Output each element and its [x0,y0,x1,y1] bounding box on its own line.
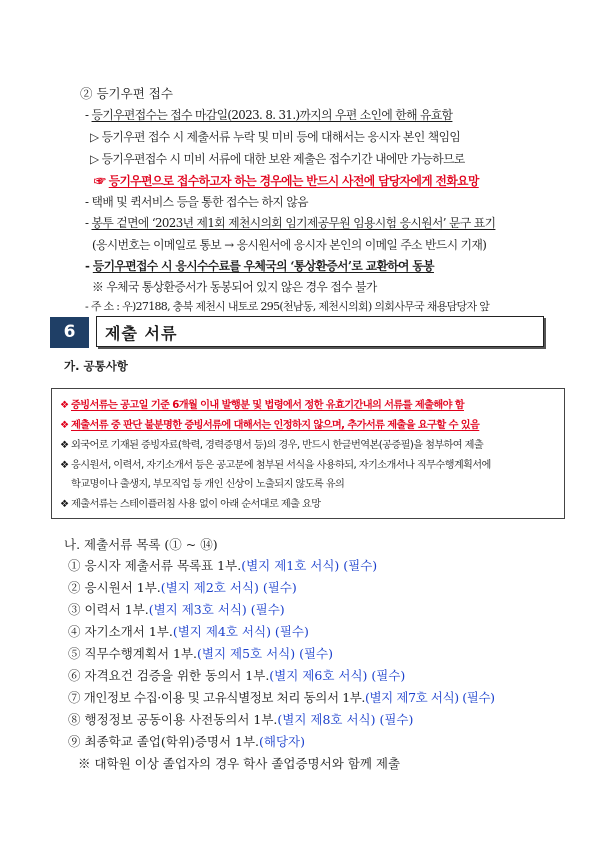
list-item-9: ⑨ 최종학교 졸업(학위)증명서 1부.(해당자) [68,734,306,749]
list-item-6: ⑥ 자격요건 검증을 위한 동의서 1부.(별지 제6호 서식) (필수) [68,668,406,683]
section-number-badge: 6 [50,317,89,348]
diamond-bullet-icon: ❖ [60,420,69,431]
common-heading: 가. 공통사항 [64,359,128,373]
section-title: 제출 서류 [105,324,178,343]
notice-item-3: ❖ 외국어로 기재된 증빙자료(학력, 경력증명서 등)의 경우, 반드시 한글번역본(공증필)을 첨부하여 제출 [60,440,484,451]
notice-item-5: ❖ 제출서류는 스테이플러침 사용 없이 아래 순서대로 제출 요망 [60,499,321,510]
diamond-bullet-icon: ❖ [60,400,69,411]
notice-item-2: ❖ 제출서류 중 판단 불분명한 증빙서류에 대해서는 인정하지 않으며, 추가서류 제출을 요구할 수 있음 [60,420,480,431]
mail-line-1: - 등기우편접수는 접수 마감일(2023. 8. 31.)까지의 우편 소인에 한해 유효함 [85,108,453,122]
list-item-1: ① 응시자 제출서류 목록표 1부.(별지 제1호 서식) (필수) [68,558,378,573]
list-item-7: ⑦ 개인정보 수집·이용 및 고유식별정보 처리 동의서 1부.(별지 제7호 서식) (필수) [68,690,495,705]
section-title-box [96,316,544,347]
notice-item-4: ❖ 응시원서, 이력서, 자기소개서 등은 공고문에 첨부된 서식을 사용하되, 자기소개서나 직무수행계획서에 [60,460,491,471]
diamond-bullet-icon: ❖ [60,499,69,510]
list-item-5: ⑤ 직무수행계획서 1부.(별지 제5호 서식) (필수) [68,646,333,661]
mail-line-10-address: - 주 소 : 우)27188, 충북 제천시 내토로 295(천남동, 제천시의회) 의회사무국 채용담당자 앞 [85,300,490,313]
mail-line-3: ▷ 등기우편접수 시 미비 서류에 대한 보완 제출은 접수기간 내에만 가능하므로 [90,152,465,166]
notice-box [51,388,565,519]
mail-line-5: - 택배 및 퀵서비스 등을 통한 접수는 하지 않음 [85,195,308,209]
notice-item-4-cont: 학교명이나 출생지, 부모직업 등 개인 신상이 노출되지 않도록 유의 [71,479,345,490]
mail-line-7: (응시번호는 이메일로 통보 → 응시원서에 응시자 본인의 이메일 주소 반드시 기재) [92,238,487,252]
list-footnote: ※ 대학원 이상 졸업자의 경우 학사 졸업증명서와 함께 제출 [78,756,401,771]
mail-line-2: ▷ 등기우편 접수 시 제출서류 누락 및 미비 등에 대해서는 응시자 본인 책임임 [90,130,461,144]
pointing-hand-icon: ☞ [94,174,106,188]
diamond-bullet-icon: ❖ [60,440,69,451]
list-item-3: ③ 이력서 1부.(별지 제3호 서식) (필수) [68,602,285,617]
list-item-8: ⑧ 행정정보 공동이용 사전동의서 1부.(별지 제8호 서식) (필수) [68,712,414,727]
list-item-2: ② 응시원서 1부.(별지 제2호 서식) (필수) [68,580,297,595]
mail-line-9: ※ 우체국 통상환증서가 동봉되어 있지 않은 경우 접수 불가 [92,280,377,294]
diamond-bullet-icon: ❖ [60,460,69,471]
mail-line-8: - 등기우편접수 시 응시수수료를 우체국의 ‘통상환증서’로 교환하여 동봉 [85,259,434,273]
mail-line-6: - 봉투 겉면에 ‘2023년 제1회 제천시의회 임기제공무원 임용시험 응시원서’ 문구 표기 [85,216,496,230]
list-item-4: ④ 자기소개서 1부.(별지 제4호 서식) (필수) [68,624,309,639]
list-heading: 나. 제출서류 목록 (① ~ ⑭) [64,537,218,552]
mail-line-4-warning: ☞ 등기우편으로 접수하고자 하는 경우에는 반드시 사전에 담당자에게 전화요망 [94,174,479,188]
notice-item-1: ❖ 증빙서류는 공고일 기준 6개월 이내 발행분 및 법령에서 정한 유효기간내의 서류를 제출해야 함 [60,400,465,411]
mail-heading: ② 등기우편 접수 [80,86,173,101]
